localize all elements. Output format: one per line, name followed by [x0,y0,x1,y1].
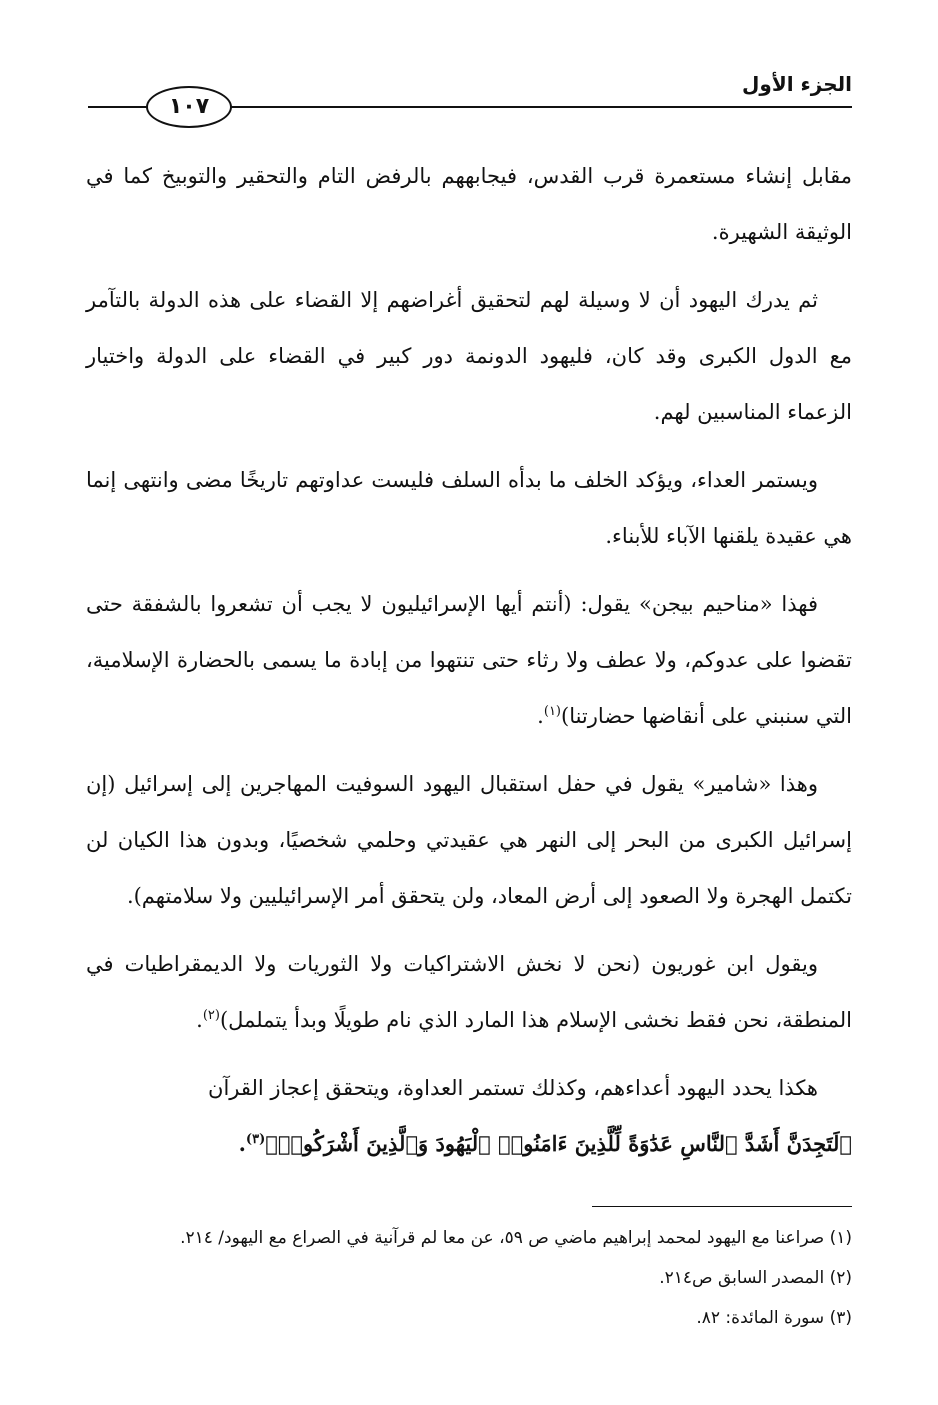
paragraph-4-end: . [537,704,544,728]
footnote-2: (٢) المصدر السابق ص٢١٤. [659,1268,852,1288]
quran-verse-text: ﴿لَتَجِدَنَّ أَشَدَّ ٱلنَّاسِ عَدَٰوَةً لِّلَّذِينَ ءَامَنُوا۟ ٱلْيَهُودَ وَٱلَّذِينَ أَشْرَكُوا۟﴾ [265,1131,852,1156]
paragraph-6-end: . [196,1008,203,1032]
footnote-3: (٣) سورة المائدة: ٨٢. [696,1308,852,1328]
paragraph-7 [86,1060,852,1172]
footnote-ref-2[interactable]: (٢) [202,1008,220,1023]
paragraph-2: ثم يدرك اليهود أن لا وسيلة لهم لتحقيق أغراضهم إلا القضاء على هذه الدولة بالتآمر مع الدول الكبرى وقد كان، فليهود الدونمة دور كبير في القضاء على الدولة واختيار الزعماء المناسبين لهم. [86,288,852,424]
footnotes [86,1218,852,1338]
quran-verse [86,1116,852,1172]
paragraph-6 [86,936,852,1048]
page-number: ١٠٧ [146,86,232,128]
paragraph-7-text: هكذا يحدد اليهود أعداءهم، وكذلك تستمر العداوة، ويتحقق إعجاز القرآن [208,1076,818,1100]
footnote-separator [592,1206,852,1207]
paragraph-1: مقابل إنشاء مستعمرة قرب القدس، فيجابههم بالرفض التام والتحقير والتوبيخ كما في الوثيقة الشهيرة. [86,164,852,244]
paragraph-3: ويستمر العداء، ويؤكد الخلف ما بدأه السلف فليست عداوتهم تاريخًا مضى وانتهى إنما هي عقيدة يلقنها الآباء للأبناء. [86,468,852,548]
paragraph-6-text: ويقول ابن غوريون (نحن لا نخش الاشتراكيات ولا الثوريات ولا الديمقراطيات في المنطقة، نحن فقط نخشى الإسلام هذا المارد الذي نام طويلًا وبدأ يتململ) [86,952,852,1032]
page-header [88,64,852,134]
paragraph-4 [86,576,852,744]
quran-verse-end: . [238,1131,246,1156]
footnote-ref-1[interactable]: (١) [543,704,561,719]
running-title: الجزء الأول [742,72,852,96]
paragraph-4-text: فهذا «مناحيم بيجن» يقول: (أنتم أيها الإسرائيليون لا يجب أن تشعروا بالشفقة حتى تقضوا على عدوكم، ولا عطف ولا رثاء حتى تنتهوا من إبادة ما يسمى بالحضارة الإسلامية، التي سنبني على أنقاضها حضارتنا) [86,592,852,728]
main-text [86,148,852,1184]
footnote-ref-3[interactable]: (٣) [245,1132,266,1147]
footnote-1: (١) صراعنا مع اليهود لمحمد إبراهيم ماضي ص ٥٩، عن معا لم قرآنية في الصراع مع اليهود/ ٢١٤. [180,1228,852,1248]
paragraph-5: وهذا «شامير» يقول في حفل استقبال اليهود السوفيت المهاجرين إلى إسرائيل (إن إسرائيل الكبرى من البحر إلى النهر هي عقيدتي وحلمي شخصيًا، وبدون هذا الكيان لن تكتمل الهجرة ولا الصعود إلى أرض المعاد، ولن يتحقق أمر الإسرائيليين ولا سلامتهم). [86,772,852,908]
